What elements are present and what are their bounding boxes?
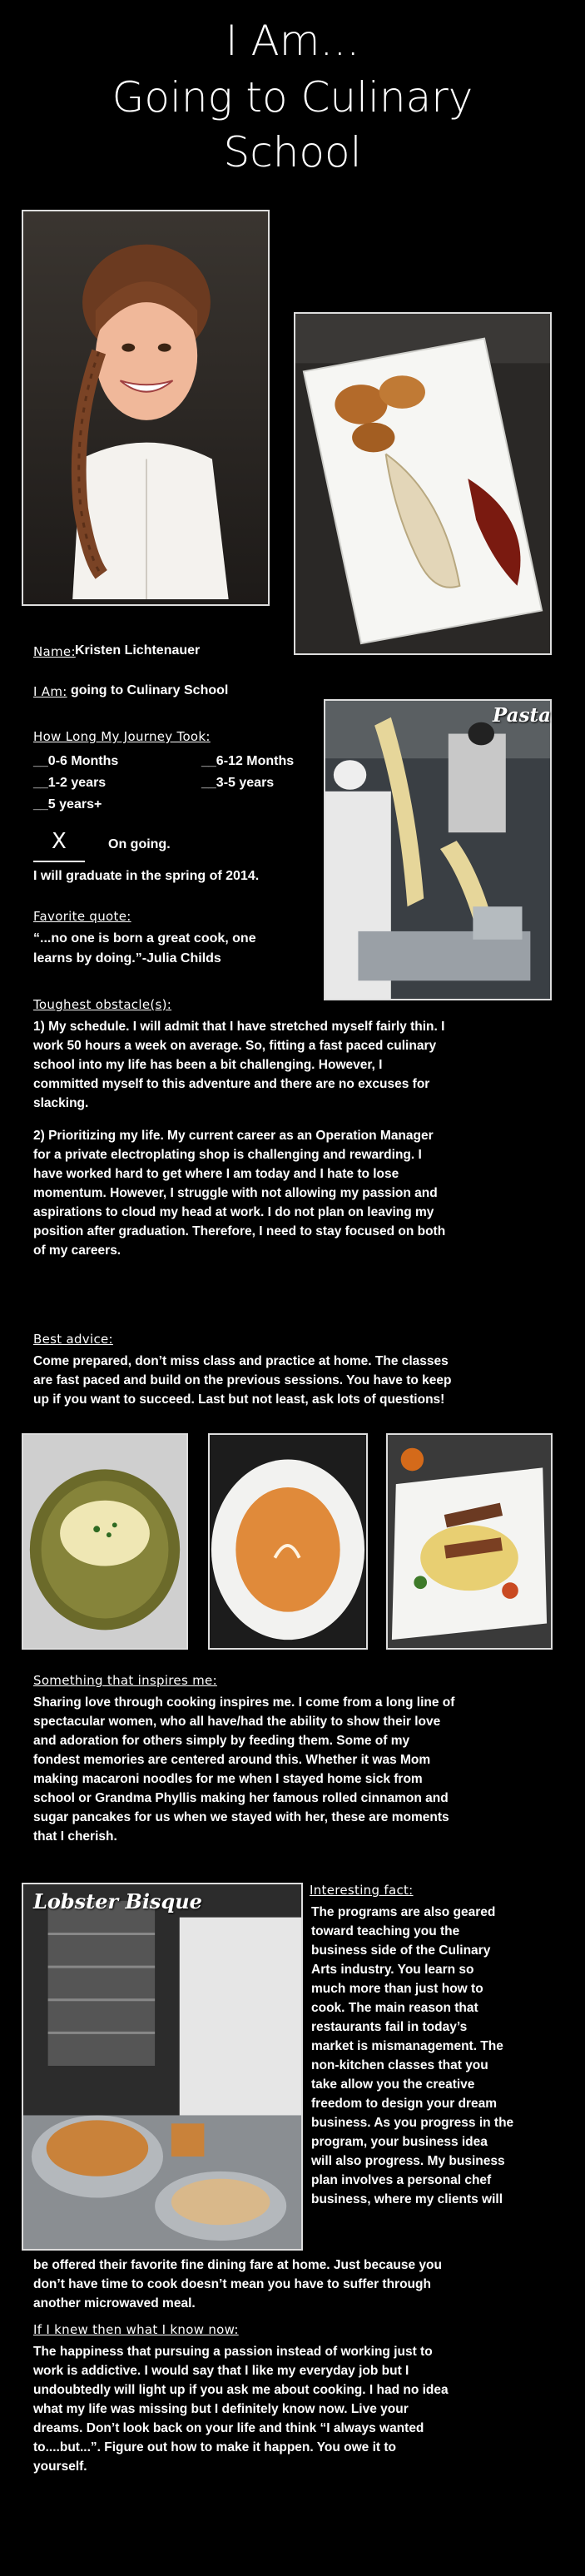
obstacle-p1-line: school into my life has been a bit challenging. However, I [33, 1058, 383, 1072]
advice-line: Come prepared, don’t miss class and practice at home. The classes [33, 1354, 449, 1368]
obstacle-p2-line: position after graduation. Therefore, I need to stay focused on both [33, 1224, 446, 1238]
name-label: Name: [33, 644, 76, 659]
pasta-photo [324, 699, 552, 1000]
lobster-bisque-caption: Lobster Bisque [33, 1889, 202, 1913]
fact-line: market is mismanagement. The [311, 2039, 503, 2053]
journey-option-6-12-months: __6-12 Months [201, 754, 295, 768]
obstacle-p1-line: committed myself to this adventure and there are no excuses for [33, 1077, 430, 1091]
portrait-photo [22, 210, 270, 606]
skewer-plate-photo [386, 1433, 553, 1650]
fact-full-text [33, 2256, 558, 2313]
obstacle-label: Toughest obstacle(s): [33, 997, 172, 1012]
journey-label: How Long My Journey Took: [33, 729, 211, 744]
knew-line: work is addictive. I would say that I like my everyday job but I [33, 2364, 409, 2378]
ongoing-check-mark: X [52, 829, 67, 854]
lobster-bisque-photo [22, 1883, 303, 2251]
obstacle-paragraph-1 [33, 1017, 558, 1113]
obstacle-p2-line: 2) Prioritizing my life. My current career as an Operation Manager [33, 1129, 434, 1143]
obstacle-p2-line: momentum. However, I struggle with not allowing my passion and [33, 1186, 438, 1200]
graduation-text: I will graduate in the spring of 2014. [33, 869, 260, 883]
journey-option-1-2-years: __1-2 years [33, 776, 107, 790]
obstacle-p2-line: of my careers. [33, 1243, 121, 1258]
artichoke-soup-photo [22, 1433, 188, 1650]
inspires-line: fondest memories are centered around this. Whether it was Mom [33, 1753, 431, 1767]
knew-line: dreams. Don’t look back on your life and think “I always wanted [33, 2421, 424, 2435]
fact-side-text [311, 1903, 561, 2209]
obstacle-p2-line: for a private electroplating shop is challenging and rewarding. I [33, 1148, 422, 1162]
fact-label: Interesting fact: [310, 1883, 414, 1898]
fact-line: toward teaching you the [311, 1924, 460, 1938]
inspires-label: Something that inspires me: [33, 1673, 217, 1688]
knew-text [33, 2342, 558, 2476]
quote-line-1: “...no one is born a great cook, one [33, 931, 256, 946]
obstacle-p1-line: work 50 hours a week on average. So, fitting a fast paced culinary [33, 1039, 437, 1053]
quote-label: Favorite quote: [33, 909, 131, 924]
inspires-line: and adoration for others simply by feeding them. Some of my [33, 1734, 410, 1748]
knew-line: to....but...”. Figure out how to make it happen. You owe it to [33, 2440, 396, 2454]
obstacle-p1-line: slacking. [33, 1096, 89, 1110]
journey-option-5-years-plus: __5 years+ [33, 797, 102, 812]
iam-value: going to Culinary School [71, 683, 229, 697]
fact-line: don’t have time to cook doesn’t mean you have to suffer through [33, 2277, 431, 2291]
fish-plate-photo [294, 312, 552, 655]
inspires-line: spectacular women, who all have/had the ability to show their love [33, 1715, 441, 1729]
page-title-line-1: I Am... [225, 17, 360, 65]
advice-label: Best advice: [33, 1332, 113, 1347]
fact-line: business side of the Culinary [311, 1943, 491, 1958]
advice-line: are fast paced and build on the previous sessions. You have to keep [33, 1373, 452, 1387]
journey-option-0-6-months: __0-6 Months [33, 754, 119, 768]
obstacle-p2-line: have worked hard to get where I am today and I hate to lose [33, 1167, 399, 1181]
page-title-line-3: School [223, 128, 362, 176]
fact-line: business. As you progress in the [311, 2116, 514, 2130]
fact-line: business, where my clients will [311, 2192, 503, 2206]
knew-line: undoubtedly will light up if you ask me about cooking. I had no idea [33, 2383, 449, 2397]
obstacle-paragraph-2 [33, 1126, 558, 1260]
ongoing-label: On going. [108, 837, 171, 851]
page-title-line-2: Going to Culinary [112, 73, 473, 122]
fact-line: cook. The main reason that [311, 2001, 478, 2015]
fact-line: restaurants fail in today’s [311, 2020, 468, 2034]
advice-line: up if you want to succeed. Last but not least, ask lots of questions! [33, 1392, 445, 1407]
fact-line: Arts industry. You learn so [311, 1963, 474, 1977]
fact-line: non-kitchen classes that you [311, 2058, 488, 2072]
fact-line: plan involves a personal chef [311, 2173, 492, 2187]
fact-line: The programs are also geared [311, 1905, 496, 1919]
fact-line: be offered their favorite fine dining fare at home. Just because you [33, 2258, 442, 2272]
advice-text [33, 1352, 558, 1409]
fact-line: take allow you the creative [311, 2077, 475, 2092]
knew-line: what my life was missing but I definitely know now. Live your [33, 2402, 409, 2416]
inspires-line: making macaroni noodles for me when I stayed home sick from [33, 1772, 423, 1786]
fact-line: program, your business idea [311, 2135, 488, 2149]
iam-label: I Am: [33, 684, 67, 699]
knew-line: yourself. [33, 2459, 87, 2474]
squash-soup-photo [208, 1433, 368, 1650]
inspires-text [33, 1693, 558, 1846]
knew-label: If I knew then what I know now: [33, 2322, 239, 2337]
journey-option-3-5-years: __3-5 years [201, 776, 275, 790]
obstacle-p2-line: aspirations to cloud my head at work. I do not plan on leaving my [33, 1205, 434, 1219]
name-value: Kristen Lichtenauer [75, 643, 201, 658]
fact-line: freedom to design your dream [311, 2097, 498, 2111]
fact-line: another microwaved meal. [33, 2296, 196, 2310]
quote-line-2: learns by doing.”-Julia Childs [33, 951, 221, 965]
inspires-line: that I cherish. [33, 1829, 117, 1844]
inspires-line: sugar pancakes for us when we stayed with her, these are moments [33, 1810, 449, 1824]
fact-line: will also progress. My business [311, 2154, 505, 2168]
inspires-line: Sharing love through cooking inspires me. I come from a long line of [33, 1695, 455, 1710]
inspires-line: school or Grandma Phyllis making her famous rolled cinnamon and [33, 1791, 449, 1805]
fact-line: much more than just how to [311, 1982, 483, 1996]
obstacle-p1-line: 1) My schedule. I will admit that I have stretched myself fairly thin. I [33, 1020, 445, 1034]
knew-line: The happiness that pursuing a passion instead of working just to [33, 2345, 433, 2359]
pasta-caption: Pasta [493, 704, 552, 727]
